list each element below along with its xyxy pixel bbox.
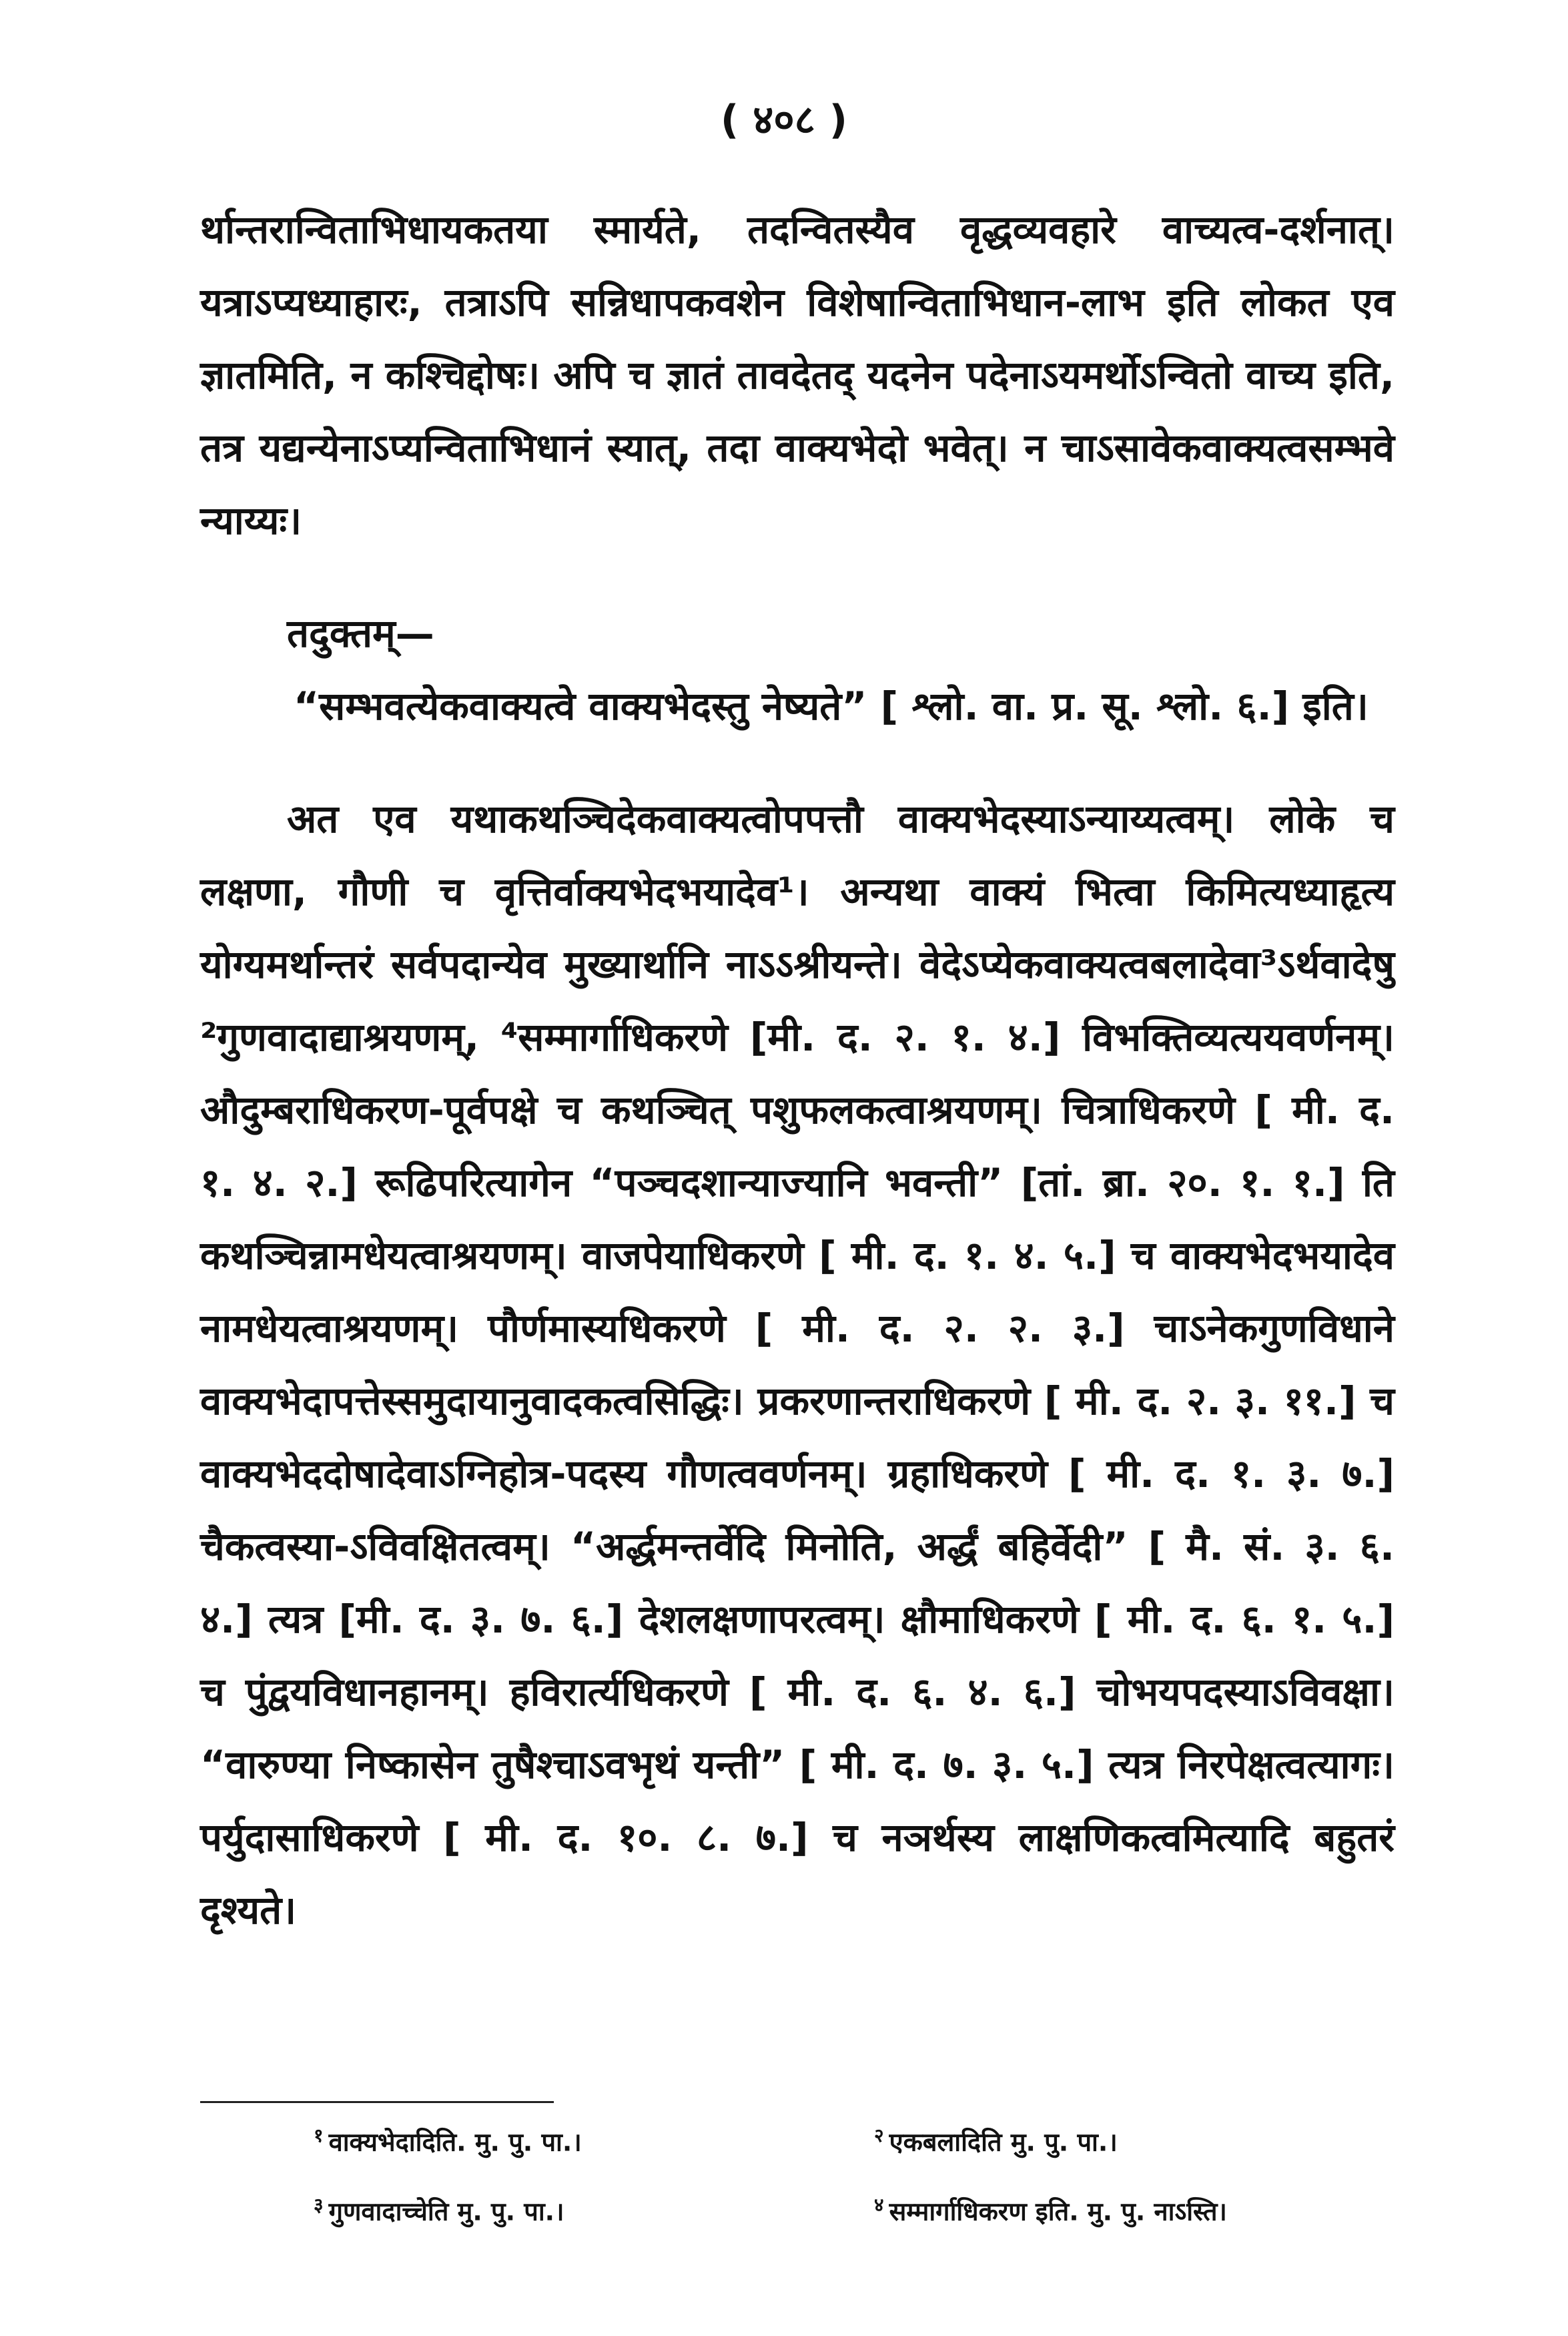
tadukta-label: तदुक्तम्—: [287, 611, 434, 656]
footnote-text: सम्मार्गाधिकरण इति. मु. पु. नाऽस्ति।: [889, 2197, 1227, 2227]
main-paragraph: अत एव यथाकथञ्चिदेकवाक्यत्वोपपत्तौ वाक्यभेदस्याऽन्याय्यत्वम्। लोके च लक्षणा, गौणी च वृत्तिर्वाक्यभेदभयादेव¹। अन्यथा वाक्यं भित्वा किमित्यध्याहृत्य योग्यमर्थान्तरं सर्वपदान्येव मुख्यार्थानि नाऽऽश्रीयन्ते। वेदेऽप्येकवाक्यत्वबलादेवा³ऽर्थवादेषु ²गुणवादाद्याश्रयणम्, ⁴सम्मार्गाधिकरणे [मी. द. २. १. ४.] विभक्तिव्यत्ययवर्णनम्। औदुम्बराधिकरण-पूर्वपक्षे च कथञ्चित् पशुफलकत्वाश्रयणम्। चित्राधिकरणे [ मी. द. १. ४. २.] रूढिपरित्यागेन “पञ्चदशान्याज्यानि भवन्ती” [तां. ब्रा. २०. १. १.] ति कथञ्चिन्नामधेयत्वाश्रयणम्। वाजपेयाधिकरणे [ मी. द. १. ४. ५.] च वाक्यभेदभयादेव नामधेयत्वाश्रयणम्। पौर्णमास्यधिकरणे [ मी. द. २. २. ३.] चाऽनेकगुणविधाने वाक्यभेदापत्तेस्समुदायानुवादकत्वसिद्धिः। प्रकरणान्तराधिकरणे [ मी. द. २. ३. ११.] च वाक्यभेददोषादेवाऽग्निहोत्र-पदस्य गौणत्ववर्णनम्। ग्रहाधिकरणे [ मी. द. १. ३. ७.] चैकत्वस्या-ऽविवक्षितत्वम्। “अर्द्धमन्तर्वेदि मिनोति, अर्द्धं बहिर्वेदी” [ मै. सं. ३. ६. ४.] त्यत्र [मी. द. ३. ७. ६.] देशलक्षणापरत्वम्। क्षौमाधिकरणे [ मी. द. ६. १. ५.] च पुंद्वयविधानहानम्। हविरार्त्यधिकरणे [ मी. द. ६. ४. ६.] चोभयपदस्याऽविवक्षा। “वारुण्या निष्कासेन तुषैश्चाऽवभृथं यन्ती” [ मी. द. ७. ३. ५.] त्यत्र निरपेक्षत्वत्यागः। पर्युदासाधिकरणे [ मी. द. १०. ८. ७.] च नञर्थस्य लाक्षणिकत्वमित्यादि बहुतरं दृश्यते।: [200, 796, 1395, 1933]
footnote-text: एकबलादिति मु. पु. पा.।: [889, 2127, 1118, 2157]
footnote-divider: [200, 2101, 554, 2103]
footnote-4: [874, 2185, 1395, 2232]
footnote-mark: १: [314, 2124, 324, 2146]
verse-quote: “सम्भवत्येकवाक्यत्वे वाक्यभेदस्तु नेष्यते” [ श्लो. वा. प्र. सू. श्लो. ६.] इति।: [294, 683, 1368, 729]
page-number: ( ४०८ ): [720, 97, 848, 143]
footnote-3: [314, 2185, 834, 2232]
footnote-mark: ३: [314, 2193, 324, 2216]
footnote-mark: २: [874, 2124, 884, 2146]
footnote-text: वाक्यभेदादिति. मु. पु. पा.।: [328, 2127, 582, 2157]
opening-paragraph: र्थान्तरान्विताभिधायकतया स्मार्यते, तदन्वितस्यैव वृद्धव्यवहारे वाच्यत्व-दर्शनात्। यत्राऽप्यध्याहारः, तत्राऽपि सन्निधापकवशेन विशेषान्विताभिधान-लाभ इति लोकत एव ज्ञातमिति, न कश्चिद्दोषः। अपि च ज्ञातं तावदेतद् यदनेन पदेनाऽयमर्थोऽन्वितो वाच्य इति, तत्र यद्यन्येनाऽप्यन्विताभिधानं स्यात्, तदा वाक्यभेदो भवेत्। न चाऽसावेकवाक्यत्वसम्भवे न्याय्यः।: [200, 207, 1395, 543]
footnote-2: [874, 2116, 1395, 2162]
body-text: [200, 194, 1395, 1947]
footnote-text: गुणवादाच्चेति मु. पु. पा.।: [328, 2197, 564, 2227]
footnote-mark: ४: [874, 2193, 884, 2216]
footnotes: [314, 2116, 1395, 2231]
citation-block: [200, 597, 1395, 743]
footnote-1: [314, 2116, 834, 2162]
